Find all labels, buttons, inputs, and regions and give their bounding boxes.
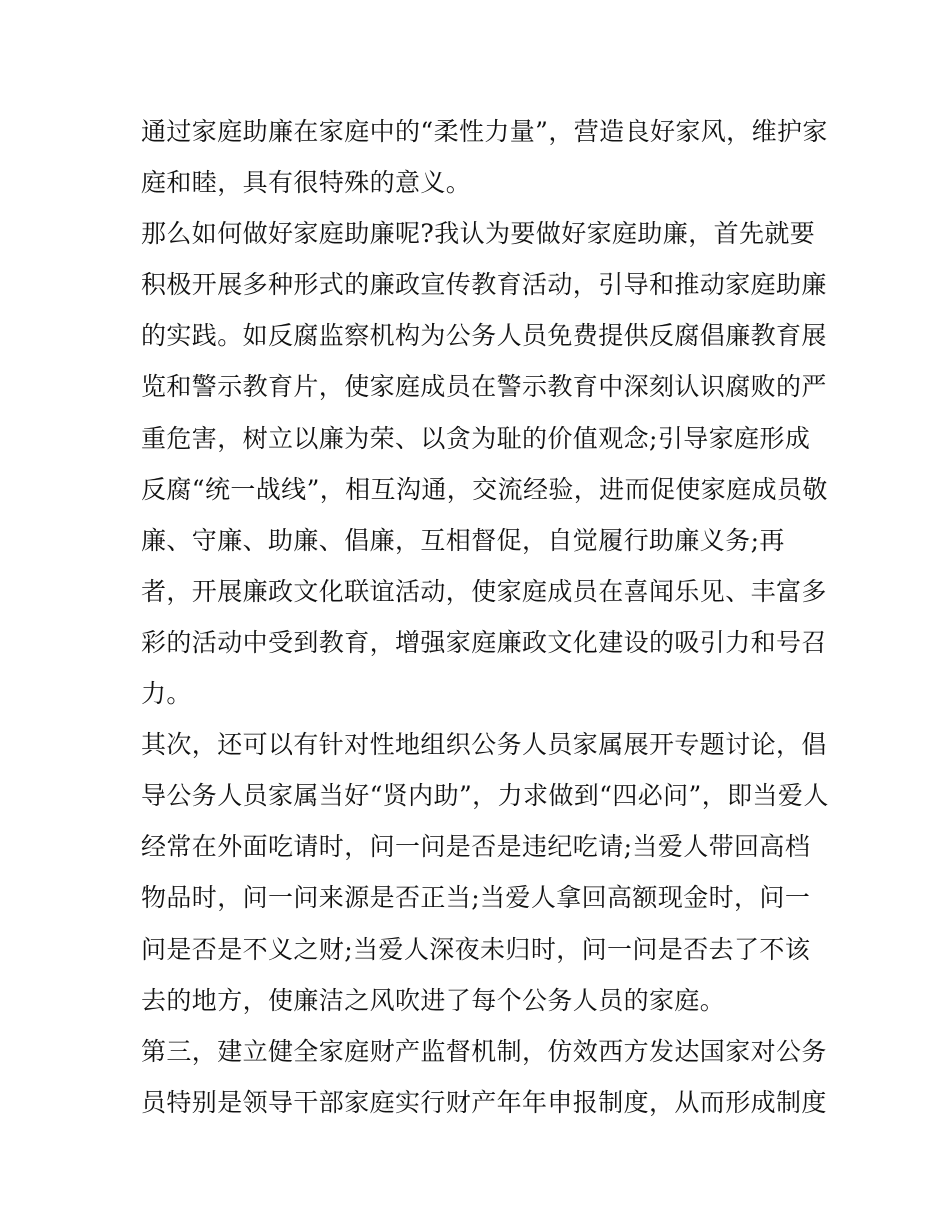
text-line: 通过家庭助廉在家庭中的“柔性力量”，营造良好家风，维护家 [141, 117, 828, 146]
text-line: 那么如何做好家庭助廉呢?我认为要做好家庭助廉，首先就要 [141, 219, 816, 249]
text-line: 览和警示教育片，使家庭成员在警示教育中深刻认识腐败的严 [141, 372, 827, 402]
text-line: 经常在外面吃请时，问一问是否是违纪吃请;当爱人带回高档 [141, 832, 811, 862]
text-line: 廉、守廉、助廉、倡廉，互相督促，自觉履行助廉义务;再 [141, 525, 785, 555]
text-line: 导公务人员家属当好“贤内助”，力求做到“四必问”，即当爱人 [141, 781, 829, 811]
text-line: 员特别是领导干部家庭实行财产年年申报制度，从而形成制度 [141, 1087, 827, 1117]
text-line: 第三，建立健全家庭财产监督机制，仿效西方发达国家对公务 [141, 1036, 827, 1066]
text-line: 力。 [141, 679, 192, 709]
text-line: 物品时，问一问来源是否正当;当爱人拿回高额现金时，问一 [141, 883, 811, 913]
text-line: 重危害，树立以廉为荣、以贪为耻的价值观念;引导家庭形成 [141, 423, 811, 453]
text-line: 者，开展廉政文化联谊活动，使家庭成员在喜闻乐见、丰富多 [141, 576, 827, 606]
text-line: 的实践。如反腐监察机构为公务人员免费提供反腐倡廉教育展 [141, 321, 827, 351]
text-line: 反腐“统一战线”，相互沟通，交流经验，进而促使家庭成员敬 [141, 474, 828, 504]
text-line: 其次，还可以有针对性地组织公务人员家属展开专题讨论，倡 [141, 730, 827, 760]
text-line: 庭和睦，具有很特殊的意义。 [141, 168, 472, 198]
text-line: 问是否是不义之财;当爱人深夜未归时，问一问是否去了不该 [141, 934, 811, 964]
text-line: 彩的活动中受到教育，增强家庭廉政文化建设的吸引力和号召 [141, 627, 827, 657]
text-line: 积极开展多种形式的廉政宣传教育活动，引导和推动家庭助廉 [141, 270, 827, 300]
body-text [141, 106, 829, 1128]
text-line: 去的地方，使廉洁之风吹进了每个公务人员的家庭。 [141, 985, 726, 1015]
